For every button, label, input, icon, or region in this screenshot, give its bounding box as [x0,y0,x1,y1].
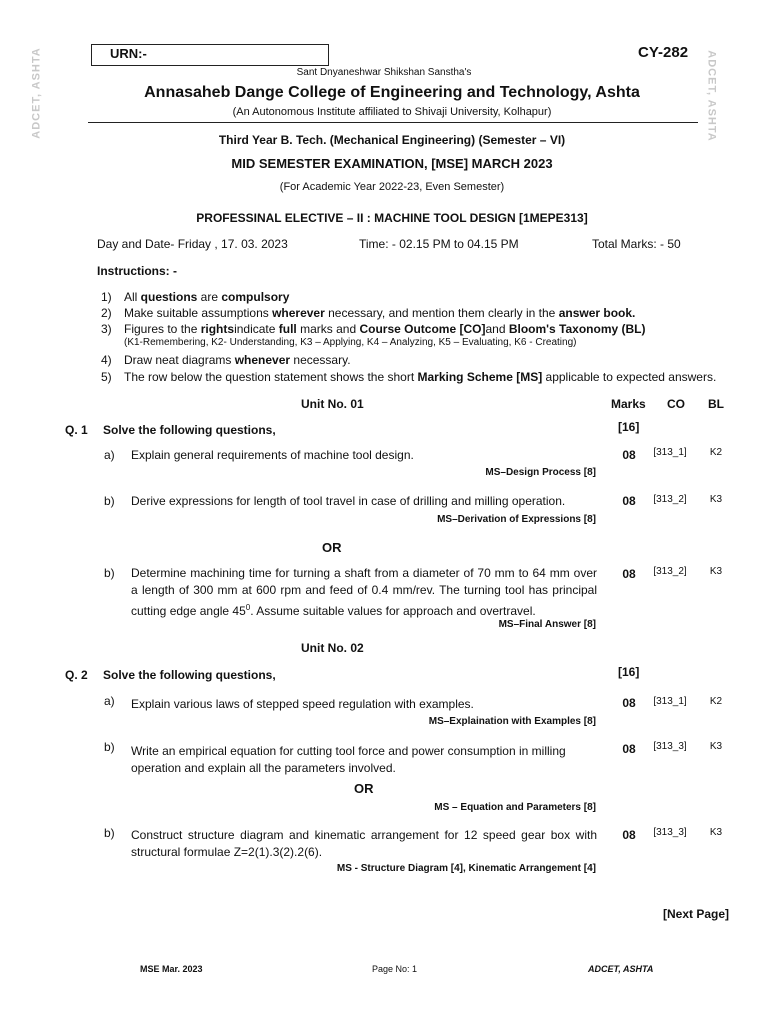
instruction-item [124,337,576,348]
q1a-bl: K2 [709,447,723,458]
exam-time: Time: - 02.15 PM to 04.15 PM [359,237,519,251]
instruction-text: All [124,290,141,304]
watermark-left: ADCET, ASHTA [30,47,43,139]
q2b-alt-text: Construct structure diagram and kinematic arrangement for 12 speed gear box with structural formulae Z=2(1).3(2).2(6). [131,828,597,859]
instruction-number: 5) [101,370,112,384]
q2a-marks: 08 [622,696,636,710]
instruction-text: necessary. [290,353,351,367]
q2b-co: [313_3] [653,741,687,752]
instruction-item [124,353,351,367]
total-marks: Total Marks: - 50 [592,237,681,251]
instruction-item [124,290,289,304]
affiliation: (An Autonomous Institute affiliated to Shivaji University, Kolhapur) [232,106,552,118]
q2b-bl: K3 [709,741,723,752]
instruction-text: necessary, and mention them clearly in the [324,306,559,320]
unit-1-heading: Unit No. 01 [301,397,364,411]
instruction-text: whenever [234,353,291,367]
instruction-text: full [278,322,297,336]
co-header: CO [667,397,685,411]
q1a-marking-scheme: MS–Design Process [8] [485,467,596,478]
q1a-label: a) [104,448,115,462]
instruction-number: 1) [101,290,112,304]
q2-number: Q. 2 [65,668,88,682]
watermark-right: ADCET, ASHTA [705,50,718,142]
q1-number: Q. 1 [65,423,88,437]
instruction-text: Figures to the [124,322,201,336]
q1b-marking-scheme: MS–Derivation of Expressions [8] [437,514,596,525]
instruction-text: applicable to expected answers. [542,370,717,384]
footer-page-number: Page No: 1 [372,964,418,974]
q1a-marks: 08 [622,448,636,462]
instruction-text: (K1-Remembering, K2- Understanding, K3 – Applying, K4 – Analyzing, K5 – Evaluating, K6 - Creating) [124,337,577,348]
q1b-marks: 08 [622,494,636,508]
q1b-bl: K3 [709,494,723,505]
program-line: Third Year B. Tech. (Mechanical Engineering) (Semester – VI) [218,133,566,147]
exam-title: MID SEMESTER EXAMINATION, [MSE] MARCH 2023 [231,156,553,171]
instruction-text: and [485,322,509,336]
instruction-text: Draw neat diagrams [124,353,235,367]
instructions-title: Instructions: - [97,264,177,278]
instruction-text: compulsory [221,290,290,304]
q1b-alt-co: [313_2] [653,566,687,577]
instruction-number: 3) [101,322,112,336]
instruction-text: marks and [296,322,360,336]
q1b-text: Derive expressions for length of tool travel in case of drilling and milling operation. [131,494,566,508]
header-rule [88,122,698,123]
society-name: Sant Dnyaneshwar Shikshan Sanstha's [296,67,472,78]
q1b-co: [313_2] [653,494,687,505]
q1-or: OR [322,540,342,555]
instruction-number: 4) [101,353,112,367]
q1b-alt-label: b) [104,566,115,580]
paper-code: CY-282 [638,44,689,61]
q2a-text: Explain various laws of stepped speed regulation with examples. [131,697,474,711]
instruction-text: Course Outcome [CO] [359,322,486,336]
q2a-marking-scheme: MS–Explaination with Examples [8] [428,716,596,727]
instruction-text: rights [200,322,235,336]
q2-total: [16] [618,665,640,679]
q1-total: [16] [618,420,640,434]
instruction-item [124,322,645,336]
q2b-alt-marks: 08 [622,828,636,842]
q2b-alt-label: b) [104,826,115,840]
q2b-alt-marking-scheme: MS - Structure Diagram [4], Kinematic Arrangement [4] [336,863,596,874]
footer-left: MSE Mar. 2023 [140,964,203,974]
q2b-marking-scheme: MS – Equation and Parameters [8] [434,802,596,813]
q1b-alt-text: Determine machining time for turning a shaft from a diameter of 70 mm to 64 mm over a length of 300 mm at 600 rpm and feed of 0.4 mm/rev. The turning tool has principal cutting edge angle $45^0$. Assume suitable values for approach and overtravel. [131,566,597,618]
q2b-marks: 08 [622,742,636,756]
academic-year: (For Academic Year 2022-23, Even Semester) [279,181,505,193]
q2b-text: Write an empirical equation for cutting tool force and power consumption in milling operation and explain all the parameters involved. [131,744,566,775]
footer-right: ADCET, ASHTA [588,964,654,974]
q2b-alt-co: [313_3] [653,827,687,838]
instruction-text: answer book. [558,306,636,320]
marks-header: Marks [611,397,646,411]
instruction-text: wherever [272,306,325,320]
q2a-label: a) [104,694,115,708]
q1b-alt-bl: K3 [709,566,723,577]
next-page-note: [Next Page] [663,907,730,921]
course-title: PROFESSINAL ELECTIVE – II : MACHINE TOOL DESIGN [1MEPE313] [196,211,588,225]
instruction-item [124,306,635,320]
q2-or: OR [354,781,374,796]
exam-date: Day and Date- Friday , 17. 03. 2023 [97,237,288,251]
instruction-text: questions [140,290,198,304]
instruction-text: The row below the question statement shows the short [124,370,418,384]
q2b-alt-bl: K3 [709,827,723,838]
q1b-alt-marks: 08 [622,567,636,581]
q2b-label: b) [104,740,115,754]
q1-title: Solve the following questions, [103,423,276,437]
instruction-text: Marking Scheme [MS] [417,370,543,384]
q1b-label: b) [104,494,115,508]
instruction-item [124,370,716,384]
q2-title: Solve the following questions, [103,668,276,682]
instruction-number: 2) [101,306,112,320]
instruction-text: indicate [234,322,279,336]
q1a-co: [313_1] [653,447,687,458]
bl-header: BL [708,397,724,411]
urn-label: URN:- [110,46,147,61]
q2a-co: [313_1] [653,696,687,707]
instruction-text: Bloom's Taxonomy (BL) [508,322,646,336]
instruction-text: Make suitable assumptions [124,306,273,320]
instruction-text: are [197,290,222,304]
q2a-bl: K2 [709,696,723,707]
q1a-text: Explain general requirements of machine tool design. [131,448,414,462]
unit-2-heading: Unit No. 02 [301,641,364,655]
q1b-alt-marking-scheme: MS–Final Answer [8] [498,619,596,630]
college-name: Annasaheb Dange College of Engineering and Technology, Ashta [144,84,640,101]
